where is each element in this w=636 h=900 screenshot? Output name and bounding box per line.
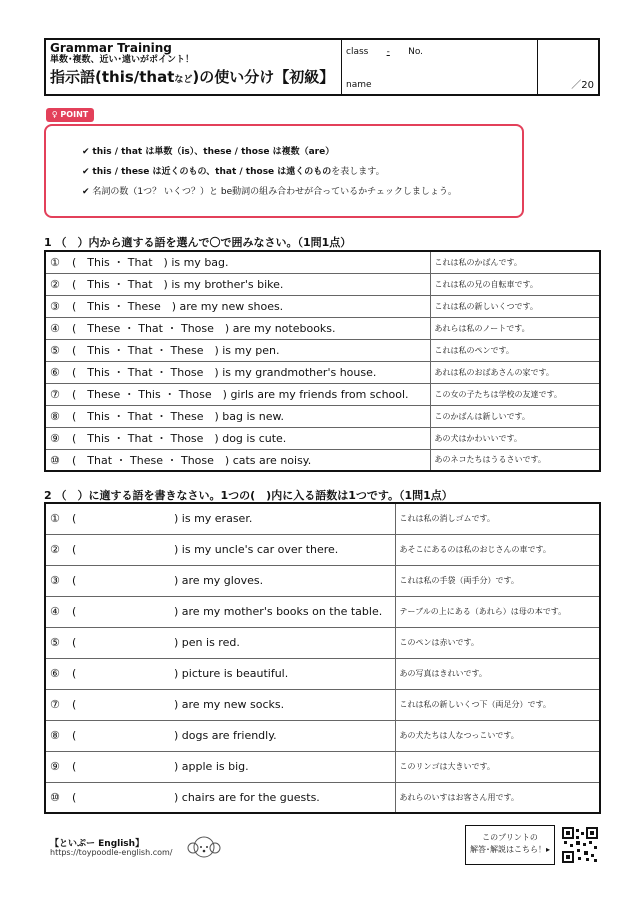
header-title: Grammar Training [50, 41, 172, 55]
question-row [45, 273, 600, 295]
question-row [45, 317, 600, 339]
question-number: ② [50, 543, 60, 556]
score-box [538, 40, 598, 94]
checkmark-icon: ✔ [82, 147, 93, 157]
question-cell [45, 251, 430, 273]
section-1-table [44, 250, 601, 472]
point-line-1: ✔ this / that は単数（is）、these / those は複数（are） [82, 147, 335, 157]
question-cell [45, 658, 395, 689]
question-row [45, 596, 600, 627]
question-cell [45, 503, 395, 534]
open-paren: ( [72, 760, 77, 773]
japanese-translation: あそこにあるのは私のおじさんの車です。 [395, 534, 600, 565]
question-row [45, 383, 600, 405]
answer-link-box[interactable]: このプリントの 解答･解説はこちら！▸ [465, 825, 555, 865]
question-text: ) are my gloves. [174, 574, 264, 587]
question-row [45, 503, 600, 534]
question-text: cats are noisy. [232, 453, 312, 467]
poodle-icon [184, 832, 224, 862]
answer-choices[interactable]: ( This ・ That ・ Those ) [72, 432, 219, 445]
question-number: ⑥ [50, 366, 60, 379]
question-number: ⑧ [50, 410, 60, 423]
question-number: ⑩ [50, 453, 60, 467]
question-row [45, 565, 600, 596]
japanese-translation: あの写真はきれいです。 [395, 658, 600, 689]
japanese-translation: あの犬はかわいいです。 [430, 427, 600, 449]
answer-choices[interactable]: ( That ・ These ・ Those ) [72, 453, 230, 467]
question-number: ⑥ [50, 667, 60, 680]
checkmark-icon: ✔ [82, 167, 93, 177]
footer-url[interactable]: https://toypoodle-english.com/ [50, 848, 173, 857]
section-2-title: 2 （ ）に適する語を書きなさい。1つの( )内に入る語数は1つです。（1問1点） [44, 489, 453, 502]
question-text: ) chairs are for the guests. [174, 790, 320, 804]
question-row [45, 295, 600, 317]
question-cell [45, 295, 430, 317]
question-row [45, 720, 600, 751]
point-box [44, 124, 524, 218]
japanese-translation: これは私の消しゴムです。 [395, 503, 600, 534]
question-cell [45, 273, 430, 295]
question-cell [45, 534, 395, 565]
answer-choices[interactable]: ( These ・ This ・ Those ) [72, 388, 227, 401]
question-text: ) dogs are friendly. [174, 729, 277, 742]
question-number: ① [50, 256, 60, 270]
worksheet-main-title: 指示語(this/thatなど)の使い分け【初級】 [50, 68, 335, 86]
question-row [45, 361, 600, 383]
answer-choices[interactable]: ( This ・ That ) [72, 278, 168, 291]
answer-choices[interactable]: ( This ・ That ・ These ) [72, 410, 219, 423]
question-row [45, 689, 600, 720]
question-text: ) pen is red. [174, 636, 240, 649]
point-badge: ♀ POINT [46, 108, 94, 122]
question-cell [45, 449, 430, 471]
question-text: ) is my eraser. [174, 512, 253, 526]
japanese-translation: これは私のペンです。 [430, 339, 600, 361]
lightbulb-icon: ♀ [51, 110, 61, 119]
question-text: girls are my friends from school. [230, 388, 409, 401]
question-text: ) apple is big. [174, 760, 249, 773]
japanese-translation: このかばんは新しいです。 [430, 405, 600, 427]
question-cell [45, 627, 395, 658]
answer-choices[interactable]: ( This ・ That ・ Those ) [72, 366, 219, 379]
question-text: is my bag. [171, 256, 229, 270]
japanese-translation: この女の子たちは学校の友達です。 [430, 383, 600, 405]
question-text: dog is cute. [222, 432, 287, 445]
question-cell [45, 427, 430, 449]
answer-choices[interactable]: ( These ・ That ・ Those ) [72, 322, 230, 335]
question-cell [45, 361, 430, 383]
question-cell [45, 317, 430, 339]
japanese-translation: これは私の手袋（両手分）です。 [395, 565, 600, 596]
worksheet-header [44, 38, 600, 96]
open-paren: ( [72, 574, 77, 587]
japanese-translation: あのネコたちはうるさいです。 [430, 449, 600, 471]
question-number: ② [50, 278, 60, 291]
question-text: is my grandmother's house. [222, 366, 377, 379]
japanese-translation: これは私の新しいくつ下（両足分）です。 [395, 689, 600, 720]
question-number: ③ [50, 300, 60, 313]
question-text: is my pen. [222, 344, 280, 357]
open-paren: ( [72, 698, 77, 711]
open-paren: ( [72, 790, 77, 804]
point-line-2: ✔ this / these は近くのもの、that / those は遠くのものを表します。 [82, 167, 385, 177]
japanese-translation: これは私の兄の自転車です。 [430, 273, 600, 295]
question-number: ④ [50, 322, 60, 335]
question-row [45, 627, 600, 658]
japanese-translation: テーブルの上にある（あれら）は母の本です。 [395, 596, 600, 627]
answer-choices[interactable]: ( This ・ That ) [72, 256, 168, 270]
question-text: ) are my new socks. [174, 698, 285, 711]
question-number: ⑧ [50, 729, 60, 742]
japanese-translation: あれは私のおばあさんの家です。 [430, 361, 600, 383]
question-cell [45, 339, 430, 361]
open-paren: ( [72, 512, 77, 526]
question-row [45, 534, 600, 565]
japanese-translation: あの犬たちは人なつっこいです。 [395, 720, 600, 751]
question-row [45, 449, 600, 471]
question-row [45, 251, 600, 273]
section-2-table [44, 502, 601, 814]
question-number: ④ [50, 605, 60, 618]
question-text: is my brother's bike. [171, 278, 284, 291]
question-number: ⑤ [50, 344, 60, 357]
header-student-info [342, 40, 538, 94]
question-text: bag is new. [222, 410, 284, 423]
question-number: ③ [50, 574, 60, 587]
question-row [45, 782, 600, 813]
question-number: ⑦ [50, 698, 60, 711]
question-text: ) picture is beautiful. [174, 667, 289, 680]
question-row [45, 427, 600, 449]
open-paren: ( [72, 729, 77, 742]
japanese-translation: このリンゴは大きいです。 [395, 751, 600, 782]
question-cell [45, 720, 395, 751]
point-line-3: ✔ 名詞の数（1つ？ いくつ？）と be動詞の組み合わせが合っているかチェックしましょう。 [82, 187, 457, 197]
japanese-translation: あれらは私のノートです。 [430, 317, 600, 339]
question-row [45, 405, 600, 427]
open-paren: ( [72, 605, 77, 618]
question-cell [45, 751, 395, 782]
question-cell [45, 596, 395, 627]
japanese-translation: あれらのいすはお客さん用です。 [395, 782, 600, 813]
open-paren: ( [72, 667, 77, 680]
question-cell [45, 689, 395, 720]
open-paren: ( [72, 636, 77, 649]
score-total: ／20 [571, 80, 594, 91]
section-1-title: 1 （ ）内から適する語を選んで〇で囲みなさい。（1問1点） [44, 236, 352, 249]
question-cell [45, 782, 395, 813]
question-number: ⑩ [50, 790, 60, 804]
question-row [45, 339, 600, 361]
header-title-block [46, 40, 342, 94]
footer-brand: 【といぷー English】 [50, 839, 145, 849]
question-text: are my notebooks. [232, 322, 336, 335]
question-row [45, 751, 600, 782]
question-row [45, 658, 600, 689]
question-text: ) are my mother's books on the table. [174, 605, 383, 618]
question-number: ⑨ [50, 432, 60, 445]
name-field: name [346, 80, 372, 90]
question-text: are my new shoes. [179, 300, 284, 313]
question-text: ) is my uncle's car over there. [174, 543, 339, 556]
japanese-translation: これは私のかばんです。 [430, 251, 600, 273]
class-field: class - No. [346, 47, 424, 57]
answer-choices[interactable]: ( This ・ These ) [72, 300, 177, 313]
japanese-translation: このペンは赤いです。 [395, 627, 600, 658]
question-cell [45, 383, 430, 405]
question-number: ⑤ [50, 636, 60, 649]
answer-choices[interactable]: ( This ・ That ・ These ) [72, 344, 219, 357]
open-paren: ( [72, 543, 77, 556]
question-cell [45, 405, 430, 427]
question-number: ⑦ [50, 388, 60, 401]
japanese-translation: これは私の新しいくつです。 [430, 295, 600, 317]
checkmark-icon: ✔ [82, 187, 93, 197]
question-number: ⑨ [50, 760, 60, 773]
question-cell [45, 565, 395, 596]
qr-code-icon[interactable] [562, 827, 598, 863]
question-number: ① [50, 512, 60, 526]
header-subtitle: 単数･複数、近い･遠いがポイント！ [50, 55, 195, 65]
